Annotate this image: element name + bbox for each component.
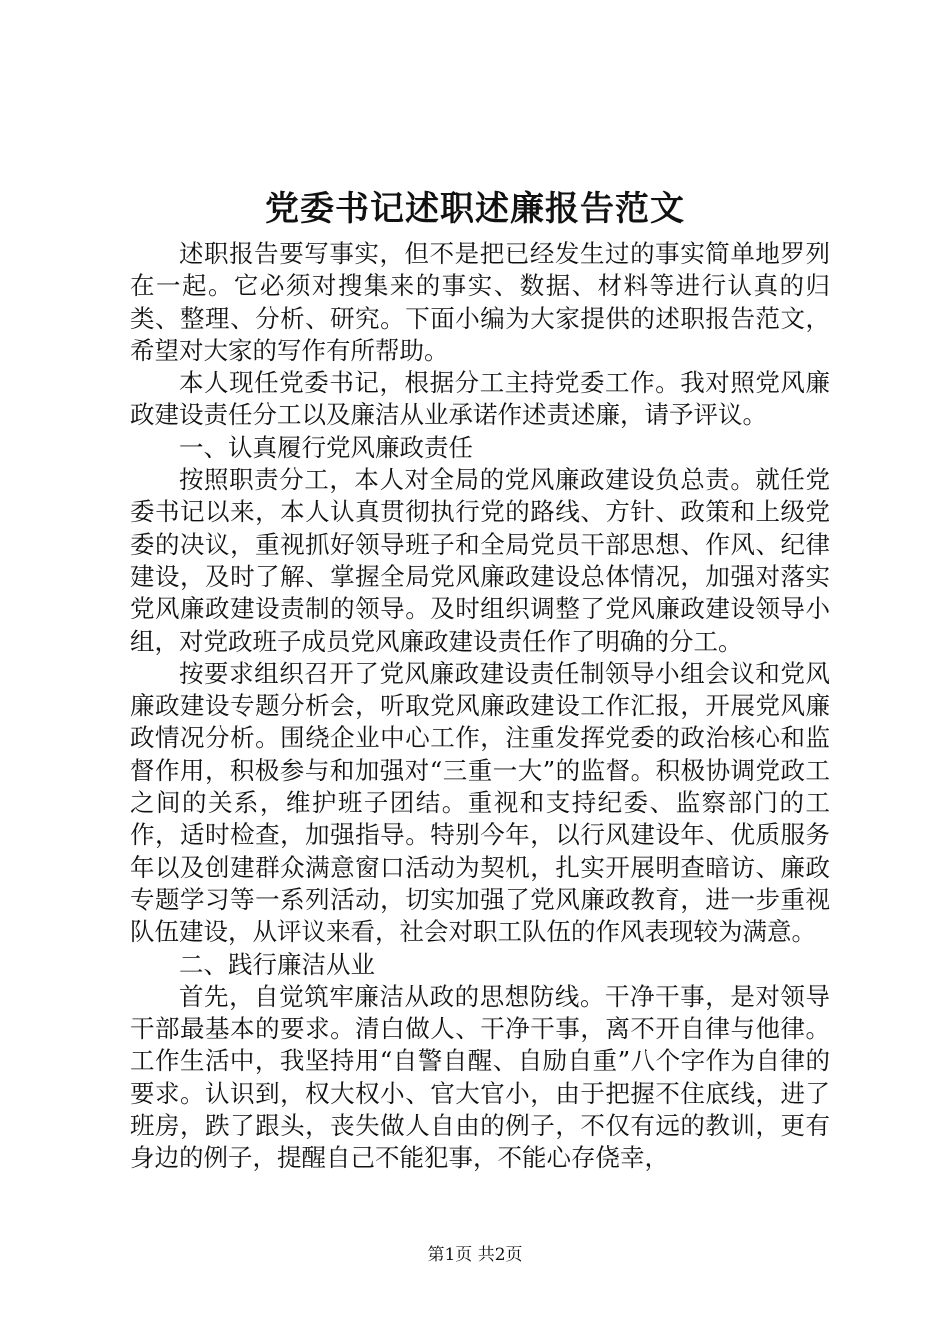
paragraph-duties: 按照职责分工，本人对全局的党风廉政建设负总责。就任党委书记以来，本人认真贯彻执行党的路线、方针、政策和上级党委的决议，重视抓好领导班子和全局党员干部思想、作风、纪律建设，及时了解、掌握全局党风廉政建设总体情况，加强对落实党风廉政建设责制的领导。及时组织调整了党风廉政建设领导小组，对党政班子成员党风廉政建设责任作了明确的分工。 <box>130 465 830 656</box>
paragraph-self-discipline: 首先，自觉筑牢廉洁从政的思想防线。干净干事，是对领导干部最基本的要求。清白做人、干净干事，离不开自律与他律。工作生活中，我坚持用“自警自醒、自励自重”八个字作为自律的要求。认识到，权大权小、官大官小，由于把握不住底线，进了班房，跌了跟头，丧失做人自由的例子，不仅有远的教训，更有身边的例子，提醒自己不能犯事，不能心存侥幸， <box>130 981 830 1173</box>
section-heading-1: 一、认真履行党风廉政责任 <box>179 432 473 462</box>
paragraph-meetings: 按要求组织召开了党风廉政建设责任制领导小组会议和党风廉政建设专题分析会，听取党风廉政建设工作汇报，开展党风廉政情况分析。围绕企业中心工作，注重发挥党委的政治核心和监督作用，积极参与和加强对“三重一大”的监督。积极协调党政工之间的关系，维护班子团结。重视和支持纪委、监察部门的工作，适时检查，加强指导。特别今年，以行风建设年、优质服务年以及创建群众满意窗口活动为契机，扎实开展明查暗访、廉政专题学习等一系列活动，切实加强了党风廉政教育，进一步重视队伍建设，从评议来看，社会对职工队伍的作风表现较为满意。 <box>130 658 830 947</box>
paragraph-role: 本人现任党委书记，根据分工主持党委工作。我对照党风廉政建设责任分工以及廉洁从业承诺作述责述廉，请予评议。 <box>130 368 830 430</box>
document-title: 党委书记述职述廉报告范文 <box>265 189 685 229</box>
paragraph-intro: 述职报告要写事实，但不是把已经发生过的事实简单地罗列在一起。它必须对搜集来的事实、数据、材料等进行认真的归类、整理、分析、研究。下面小编为大家提供的述职报告范文，希望对大家的写作有所帮助。 <box>130 239 830 365</box>
page-footer: 第1页 共2页 <box>427 1245 523 1265</box>
document-body <box>130 238 830 1175</box>
section-heading-2: 二、践行廉洁从业 <box>179 949 375 979</box>
